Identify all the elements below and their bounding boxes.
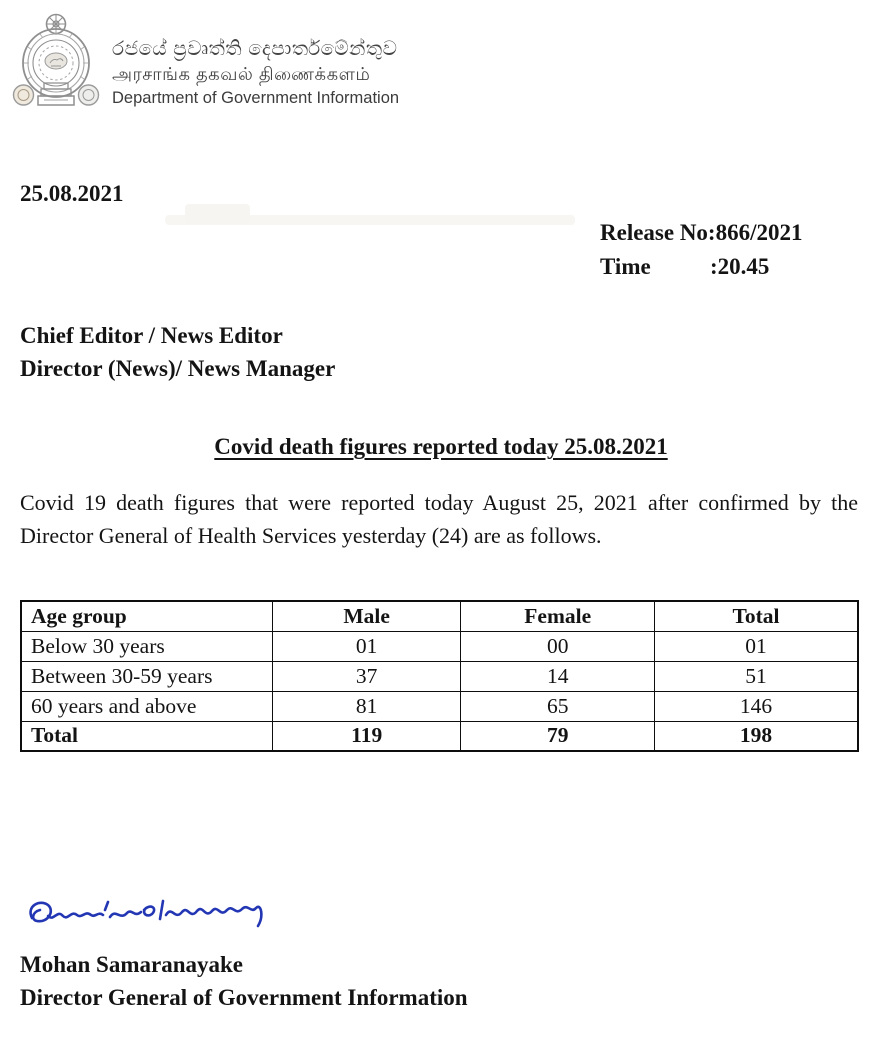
cell-female: 00 [461, 631, 655, 661]
cell-total: 146 [655, 691, 859, 721]
cell-age-group: Between 30-59 years [21, 661, 272, 691]
cell-total-female: 79 [461, 721, 655, 751]
sri-lanka-state-emblem-icon [10, 13, 102, 110]
release-time [600, 250, 803, 284]
handwritten-signature-icon [22, 896, 272, 948]
recipients [20, 319, 335, 385]
recipient-line-1: Chief Editor / News Editor [20, 323, 283, 348]
table-header-row [21, 601, 858, 631]
time-label: Time [600, 254, 651, 279]
dept-name-sinhala: රජයේ ප්‍රවෘත්ති දෙපාර්තමේන්තුව [112, 38, 398, 60]
time-value: :20.45 [710, 254, 770, 279]
cell-age-group: Below 30 years [21, 631, 272, 661]
letterhead-department-names [112, 36, 472, 109]
cell-grand-total: 198 [655, 721, 859, 751]
signatory-block [20, 948, 468, 1014]
scan-artifact [185, 204, 250, 224]
cell-male: 37 [272, 661, 461, 691]
cell-male: 01 [272, 631, 461, 661]
document-title: Covid death figures reported today 25.08.2021 [214, 434, 668, 459]
document-date: 25.08.2021 [20, 181, 124, 206]
header-male: Male [272, 601, 461, 631]
cell-total: 01 [655, 631, 859, 661]
table-total-row [21, 721, 858, 751]
cell-male: 81 [272, 691, 461, 721]
release-info [600, 216, 803, 284]
dept-name-tamil: அரசாங்க தகவல் திணைக்களம் [112, 64, 371, 84]
header-age-group: Age group [21, 601, 272, 631]
dept-name-english: Department of Government Information [112, 89, 400, 107]
cell-female: 14 [461, 661, 655, 691]
covid-deaths-table [20, 600, 859, 752]
header-total: Total [655, 601, 859, 631]
table-row [21, 631, 858, 661]
signatory-designation: Director General of Government Information [20, 985, 468, 1010]
cell-total-male: 119 [272, 721, 461, 751]
recipient-line-2: Director (News)/ News Manager [20, 356, 336, 381]
release-number: Release No:866/2021 [600, 220, 803, 245]
cell-total: 51 [655, 661, 859, 691]
header-female: Female [461, 601, 655, 631]
cell-total-label: Total [21, 721, 272, 751]
body-paragraph: Covid 19 death figures that were reported today August 25, 2021 after confirmed by the Director General of Health Services yesterday (24) are as follows. [20, 490, 858, 548]
table-row [21, 691, 858, 721]
cell-age-group: 60 years and above [21, 691, 272, 721]
table-row [21, 661, 858, 691]
signatory-name: Mohan Samaranayake [20, 952, 243, 977]
cell-female: 65 [461, 691, 655, 721]
